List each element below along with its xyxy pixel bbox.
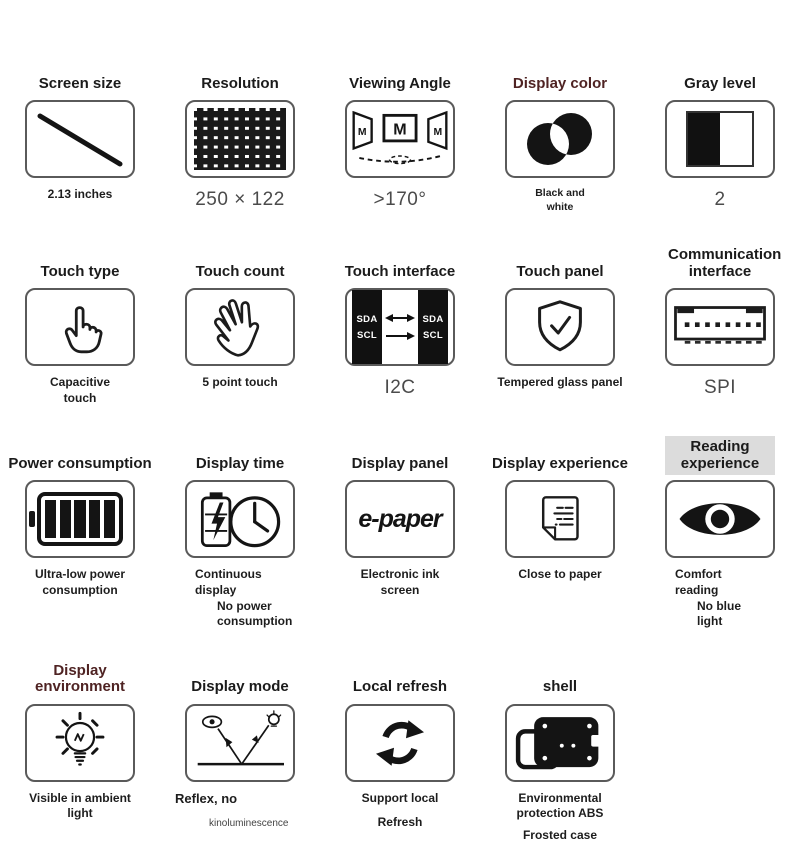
- spec-icon-box: [185, 704, 295, 782]
- spec-caption: 2.13 inches: [47, 187, 113, 201]
- diagonal-line-icon: [32, 108, 128, 170]
- spec-caption: SPI: [703, 377, 737, 399]
- battery-clock-icon: [189, 485, 291, 553]
- spec-icon-box: [25, 704, 135, 782]
- spec-icon-box: [25, 100, 135, 178]
- shield-check-icon: [530, 296, 590, 358]
- spec-title: Display mode: [191, 678, 289, 696]
- spec-card-reading-experience: [640, 436, 800, 629]
- spec-caption: Electronic ink screen: [360, 567, 440, 598]
- spec-title: Display color: [512, 74, 608, 92]
- spec-card-resolution: [160, 56, 320, 214]
- spec-title: Touch interface: [344, 262, 456, 280]
- spec-title: Display time: [195, 454, 285, 472]
- spec-card-communication-interface: [640, 244, 800, 406]
- i2c-left-bar: SDA SCL: [352, 290, 382, 364]
- spec-icon-box: [25, 480, 135, 558]
- spec-card-touch-interface: [320, 244, 480, 406]
- spec-card-viewing-angle: [320, 56, 480, 214]
- spec-caption: Support local Refresh: [361, 790, 439, 830]
- spec-card-local-refresh: [320, 660, 480, 844]
- spec-title: Communication interface: [668, 246, 782, 280]
- i2c-right-bar: SDA SCL: [418, 290, 448, 364]
- spec-title: Touch count: [195, 262, 285, 280]
- spec-icon-box: [185, 288, 295, 366]
- spec-title: Resolution: [201, 74, 279, 92]
- spec-icon-box: [665, 288, 775, 366]
- spec-icon-box: [345, 480, 455, 558]
- spec-caption: Comfort reading No blue light: [675, 567, 741, 629]
- spec-title: Local refresh: [352, 678, 448, 696]
- svg-text:M: M: [433, 127, 443, 139]
- half-black-rect-icon: [686, 111, 754, 167]
- svg-text:M: M: [357, 127, 367, 139]
- eye-icon: [674, 490, 766, 548]
- light-bulb-icon: [43, 709, 117, 777]
- spec-icon-box: [665, 100, 775, 178]
- battery-full-icon: [37, 492, 123, 546]
- refresh-arrows-icon: [369, 713, 431, 773]
- spec-caption: Ultra-low power consumption: [34, 567, 125, 598]
- spec-title: Touch type: [40, 262, 120, 280]
- spec-card-power-consumption: [0, 436, 160, 629]
- spec-title: shell: [542, 678, 578, 696]
- spec-title: Reading experience: [645, 436, 795, 472]
- spec-caption: Black and white: [535, 187, 585, 213]
- spec-caption: 250 × 122: [195, 189, 285, 210]
- abs-case-icon: [510, 710, 610, 776]
- spec-caption: 2: [714, 189, 726, 210]
- paper-document-icon: [525, 487, 595, 551]
- connector-icon: [669, 297, 771, 357]
- spec-card-display-mode: [160, 660, 320, 844]
- spec-icon-box: [25, 288, 135, 366]
- spec-icon-box: [505, 288, 615, 366]
- spec-icon-box: [185, 100, 295, 178]
- spec-icon-box: [505, 100, 615, 178]
- spec-card-touch-type: [0, 244, 160, 406]
- spec-card-shell: [480, 660, 640, 844]
- spec-caption: Continuous display No power consumption: [195, 567, 293, 629]
- spec-card-screen-size: [0, 56, 160, 214]
- overlapping-circles-icon: [510, 107, 610, 171]
- spec-icon-box: [345, 704, 455, 782]
- spec-card-gray-level: [640, 56, 800, 214]
- spec-title: Touch panel: [516, 262, 604, 280]
- reflection-diagram-icon: [188, 710, 292, 776]
- spec-title: Gray level: [684, 74, 756, 92]
- spec-card-display-environment: [0, 660, 160, 844]
- svg-text:M: M: [393, 120, 407, 139]
- e-paper-text-icon: e-paper: [358, 504, 442, 533]
- spec-icon-box: [665, 480, 775, 558]
- i2c-bus-icon: [384, 298, 416, 352]
- spec-icon-box: [345, 100, 455, 178]
- spec-caption: Close to paper: [518, 567, 602, 582]
- spec-caption: >170°: [373, 189, 427, 210]
- open-hand-icon: [207, 294, 273, 360]
- spec-card-touch-panel: [480, 244, 640, 406]
- spec-caption: Visible in ambient light: [29, 790, 131, 821]
- spec-title: Display environment: [34, 661, 125, 696]
- spec-title: Power consumption: [8, 454, 152, 472]
- spec-caption: Tempered glass panel: [497, 375, 623, 390]
- spec-icon-box: [505, 480, 615, 558]
- spec-card-display-panel: [320, 436, 480, 629]
- spec-card-touch-count: [160, 244, 320, 406]
- spec-title: Display panel: [351, 454, 449, 472]
- viewing-angle-screens-icon: [348, 107, 452, 171]
- spec-title: Viewing Angle: [349, 74, 451, 92]
- spec-caption: Capacitive touch: [49, 375, 111, 405]
- pointing-hand-icon: [49, 296, 111, 358]
- spec-card-display-time: [160, 436, 320, 629]
- spec-card-display-color: [480, 56, 640, 214]
- spec-caption: Environmental protection ABS Frosted case: [516, 790, 604, 843]
- spec-card-display-experience: [480, 436, 640, 629]
- spec-title: Screen size: [38, 74, 122, 92]
- spec-title: Display experience: [492, 454, 628, 472]
- spec-icon-box: [505, 704, 615, 782]
- pixel-grid-icon: [194, 108, 286, 170]
- spec-caption: 5 point touch: [202, 375, 278, 390]
- spec-caption: I2C: [384, 377, 416, 399]
- spec-icon-box: [345, 288, 455, 366]
- spec-icon-box: [185, 480, 295, 558]
- spec-caption: Reflex, no kinoluminescence: [175, 790, 289, 829]
